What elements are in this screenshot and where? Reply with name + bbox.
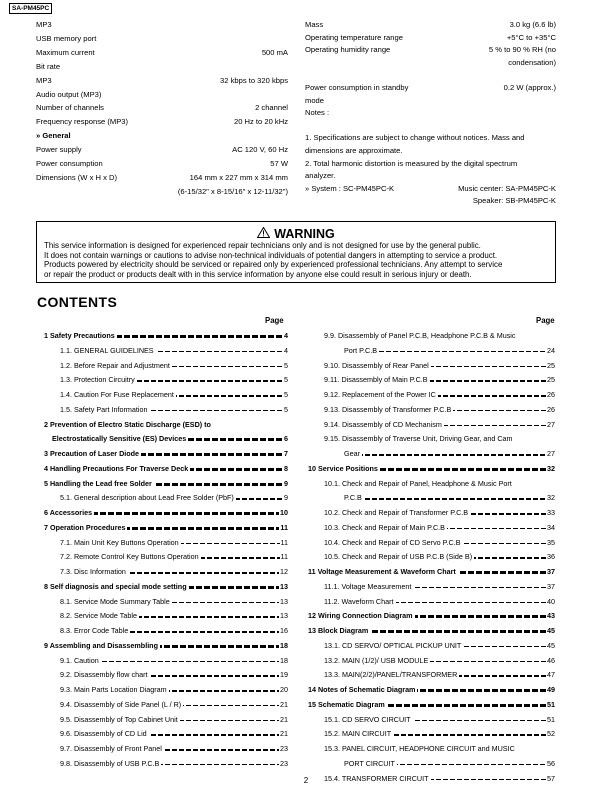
toc-page: 5 — [284, 360, 288, 370]
toc-page: 27 — [547, 419, 555, 429]
toc-page: 51 — [547, 699, 555, 709]
toc-page: 36 — [547, 552, 555, 562]
toc-page: 11 — [280, 552, 288, 562]
toc-title: 10.3. Check and Repair of Main P.C.B — [324, 522, 445, 532]
toc-title: 7.1. Main Unit Key Buttons Operation — [60, 537, 179, 547]
toc-title: PORT CIRCUIT — [344, 758, 395, 768]
page-number: 2 — [303, 776, 309, 785]
toc-entry[interactable] — [308, 715, 555, 725]
toc-title: 15.2. MAIN CIRCUIT — [324, 729, 392, 739]
spec-value: 500 mA — [261, 47, 288, 57]
toc-page: 35 — [547, 537, 555, 547]
toc-page: 13 — [280, 611, 288, 621]
spec-label: Power consumption — [36, 159, 103, 168]
warning-box — [36, 221, 556, 283]
toc-title: 9.13. Disassembly of Transformer P.C.B — [324, 404, 452, 414]
toc-title: 13.2. MAIN (1/2)/ USB MODULE — [324, 655, 429, 665]
spec-label: Notes : — [305, 108, 330, 118]
spec-label: Power consumption in standby — [305, 83, 409, 92]
toc-page: 45 — [547, 626, 555, 635]
toc-entry[interactable] — [308, 597, 555, 607]
toc-page: 40 — [547, 596, 555, 606]
spec-label: Operating humidity range — [305, 45, 391, 55]
spec-value: 164 mm x 227 mm x 314 mm — [189, 172, 288, 182]
toc-title: 10.5. Check and Repair of USB P.C.B (Side B) — [324, 552, 473, 562]
toc-entry[interactable] — [44, 493, 288, 503]
toc-title: 15 Schematic Diagram — [308, 699, 385, 709]
spec-label: Audio output (MP3) — [36, 89, 102, 99]
toc-entry[interactable] — [308, 626, 555, 636]
toc-entry[interactable] — [44, 715, 288, 725]
toc-entry[interactable] — [44, 449, 288, 459]
toc-page: 21 — [280, 699, 288, 709]
toc-title: 5 Handling the Lead free Solder — [44, 478, 152, 488]
toc-entry[interactable] — [44, 700, 288, 710]
toc-entry[interactable] — [44, 390, 288, 400]
spec-label: Frequency response (MP3) — [36, 117, 129, 127]
toc-entry[interactable] — [308, 729, 555, 739]
toc-title: 13 Block Diagram — [308, 626, 369, 635]
toc-entry[interactable] — [44, 508, 288, 518]
toc-title: 7.2. Remote Control Key Buttons Operation — [60, 552, 199, 562]
toc-page: 11 — [280, 522, 288, 532]
toc-page: 13 — [280, 581, 288, 591]
toc-page: 32 — [547, 493, 555, 503]
toc-page: 51 — [547, 714, 555, 724]
warning-title-text: WARNING — [274, 227, 335, 241]
toc-title: 9.12. Replacement of the Power IC — [324, 390, 436, 399]
spec-label: analyzer. — [305, 171, 336, 181]
toc-title: 9.15. Disassembly of Traverse Unit, Driving Gear, and Cam — [324, 434, 513, 444]
toc-entry[interactable] — [44, 375, 288, 385]
spec-value: Speaker: SB-PM45PC-K — [472, 196, 556, 206]
toc-entry[interactable] — [308, 464, 555, 474]
spec-label: 1. Specifications are subject to change without notices. Mass and — [305, 133, 525, 143]
toc-page: 57 — [547, 773, 555, 783]
toc-entry[interactable] — [308, 582, 555, 592]
toc-title: Gear — [344, 449, 360, 458]
spec-label: Maximum current — [36, 47, 95, 57]
spec-label: mode — [305, 95, 324, 105]
toc-page: 5 — [284, 375, 288, 385]
warning-line: Products powered by electricity should be serviced or repaired only by experienced professional technicians. Any attempt to service — [44, 260, 503, 270]
toc-title: 1.3. Protection Circuitry — [60, 375, 135, 385]
toc-page: 18 — [280, 640, 288, 650]
toc-title: 3 Precaution of Laser Diode — [44, 449, 140, 458]
toc-title: 13.3. MAIN(2/2)/PANEL/TRANSFORMER — [324, 670, 458, 680]
page-header-left: Page — [265, 316, 284, 325]
toc-entry[interactable] — [44, 405, 288, 415]
toc-page: 18 — [280, 655, 288, 665]
toc-title: 8 Self diagnosis and special mode setting — [44, 581, 187, 591]
toc-page: 26 — [547, 390, 555, 399]
spec-value: condensation) — [508, 57, 556, 67]
toc-entry[interactable] — [308, 538, 555, 548]
toc-entry[interactable] — [308, 508, 555, 518]
toc-page: 43 — [547, 611, 555, 621]
spec-label: USB memory port — [36, 33, 97, 43]
toc-title: 10 Service Positions — [308, 463, 378, 473]
toc-entry[interactable] — [44, 552, 288, 562]
toc-title: 10.2. Check and Repair of Transformer P.C.B — [324, 508, 469, 517]
spec-value: 2 channel — [255, 103, 288, 113]
toc-title: 13.1. CD SERVO/ OPTICAL PICKUP UNIT — [324, 640, 462, 650]
toc-title: 1 Safety Precautions — [44, 331, 115, 340]
spec-label: Bit rate — [36, 61, 61, 71]
toc-title: P.C.B — [344, 493, 362, 503]
toc-title: 9.7. Disassembly of Front Panel — [60, 744, 162, 753]
toc-page: 37 — [547, 567, 555, 576]
toc-title: 7 Operation Procedures — [44, 522, 126, 532]
toc-entry[interactable] — [44, 420, 288, 430]
spec-value: Music center: SA-PM45PC-K — [458, 183, 556, 193]
toc-entry[interactable] — [308, 656, 555, 666]
spec-label: MP3 — [36, 75, 52, 85]
toc-page: 45 — [547, 640, 555, 650]
warning-line: It does not contain warnings or cautions to advise non-technical individuals of potential dangers in attempting to service a product. — [44, 250, 498, 260]
spec-label: 2. Total harmonic distortion is measured by the digital spectrum — [305, 158, 518, 168]
warning-title — [37, 227, 555, 241]
toc-title: 4 Handling Precautions For Traverse Deck — [44, 463, 189, 473]
toc-page: 4 — [284, 331, 288, 340]
toc-page: 21 — [280, 714, 288, 724]
toc-title: 9.14. Disassembly of CD Mechanism — [324, 419, 442, 429]
toc-entry[interactable] — [44, 729, 288, 739]
spec-value: (6-15/32" x 8-15/16" x 12-11/32") — [177, 186, 288, 196]
page-header-right: Page — [536, 316, 555, 325]
toc-entry[interactable] — [308, 449, 555, 459]
toc-entry[interactable] — [308, 361, 555, 371]
toc-page: 13 — [280, 596, 288, 606]
toc-entry[interactable] — [308, 479, 555, 489]
toc-page: 46 — [547, 655, 555, 665]
toc-page: 24 — [547, 345, 555, 355]
warning-triangle-icon — [257, 227, 270, 241]
toc-entry[interactable] — [308, 331, 555, 341]
toc-page: 7 — [284, 449, 288, 458]
toc-title: 11.2. Waveform Chart — [324, 596, 394, 606]
toc-title: 1.2. Before Repair and Adjustment — [60, 360, 170, 370]
toc-entry[interactable] — [308, 744, 555, 754]
toc-title: 11 Voltage Measurement & Waveform Chart — [308, 567, 456, 576]
toc-page: 20 — [280, 685, 288, 694]
toc-entry[interactable] — [44, 744, 288, 754]
toc-title: 15.4. TRANSFORMER CIRCUIT — [324, 773, 429, 783]
toc-leader — [344, 454, 549, 456]
toc-entry[interactable] — [44, 361, 288, 371]
toc-entry[interactable] — [44, 464, 288, 474]
toc-title: 7.3. Disc Information — [60, 567, 126, 576]
toc-title: 12 Wiring Connection Diagram — [308, 611, 413, 621]
toc-page: 37 — [547, 581, 555, 591]
toc-title: 6 Accessories — [44, 508, 93, 517]
toc-title: 9.2. Disassembly flow chart — [60, 670, 148, 680]
toc-page: 5 — [284, 404, 288, 414]
toc-title: 2 Prevention of Electro Static Discharge (ESD) to — [44, 419, 211, 429]
toc-entry[interactable] — [308, 685, 555, 695]
spec-value: AC 120 V, 60 Hz — [232, 145, 288, 155]
toc-page: 25 — [547, 360, 555, 370]
toc-entry[interactable] — [44, 582, 288, 592]
contents-title: CONTENTS — [37, 294, 118, 310]
spec-value: 57 W — [270, 159, 288, 168]
toc-entry[interactable] — [308, 670, 555, 680]
spec-label: Power supply — [36, 145, 82, 155]
toc-entry[interactable] — [44, 538, 288, 548]
toc-page: 16 — [280, 626, 288, 635]
toc-title: 14 Notes of Schematic Diagram — [308, 685, 416, 694]
toc-page: 26 — [547, 404, 555, 414]
toc-title: 9.9. Disassembly of Panel P.C.B, Headphone P.C.B & Music — [324, 331, 516, 340]
spec-label: Operating temperature range — [305, 32, 403, 42]
toc-entry[interactable] — [44, 597, 288, 607]
toc-entry[interactable] — [308, 405, 555, 415]
toc-title: 1.4. Caution For Fuse Replacement — [60, 390, 174, 399]
toc-entry[interactable] — [308, 390, 555, 400]
toc-entry[interactable] — [308, 434, 555, 444]
toc-entry[interactable] — [308, 700, 555, 710]
toc-title: 1.1. GENERAL GUIDELINES — [60, 345, 154, 355]
toc-entry[interactable] — [308, 346, 555, 356]
spec-label: » General — [36, 131, 71, 141]
toc-page: 56 — [547, 758, 555, 768]
toc-page: 27 — [547, 449, 555, 458]
spec-value: 3.0 kg (6.6 lb) — [509, 20, 556, 29]
toc-page: 4 — [284, 345, 288, 355]
toc-entry[interactable] — [308, 375, 555, 385]
toc-page: 25 — [547, 375, 555, 385]
toc-title: 9.5. Disassembly of Top Cabinet Unit — [60, 714, 178, 724]
toc-page: 34 — [547, 522, 555, 532]
toc-leader — [344, 498, 549, 500]
toc-entry[interactable] — [44, 434, 288, 444]
toc-page: 5 — [284, 390, 288, 399]
toc-title: 8.2. Service Mode Table — [60, 611, 137, 621]
spec-label: Mass — [305, 20, 324, 29]
toc-entry[interactable] — [308, 759, 555, 769]
spec-value: 20 Hz to 20 kHz — [233, 117, 288, 127]
toc-title: 5.1. General description about Lead Free Solder (PbF) — [60, 493, 234, 503]
toc-title: 9.8. Disassembly of USB P.C.B — [60, 758, 160, 768]
toc-title: 9.6. Disassembly of CD Lid — [60, 729, 147, 739]
spec-value: +5°C to +35°C — [506, 32, 556, 42]
toc-title: 11.1. Voltage Measurement — [324, 581, 412, 591]
toc-entry[interactable] — [44, 641, 288, 651]
toc-title: 10.1. Check and Repair of Panel, Headphone & Music Port — [324, 478, 512, 488]
spec-value: 0.2 W (approx.) — [503, 83, 556, 92]
toc-page: 11 — [280, 537, 288, 547]
toc-title: 9.4. Disassembly of Side Panel (L / R) — [60, 699, 182, 709]
toc-page: 6 — [284, 434, 288, 444]
warning-line: This service information is designed for experienced repair technicians only and is not designed for use by the general public. — [44, 241, 481, 250]
toc-entry[interactable] — [308, 552, 555, 562]
spec-value: 5 % to 90 % RH (no — [488, 45, 556, 55]
toc-title: Port P.C.B — [344, 345, 378, 355]
warning-line: or repair the product or products dealt with in this service information by anyone else could result in serious injury or death. — [44, 269, 472, 279]
toc-entry[interactable] — [308, 611, 555, 621]
toc-title: 9 Assembling and Disassembling — [44, 640, 158, 650]
spec-value: 32 kbps to 320 kbps — [220, 75, 288, 85]
spec-label: » System : SC-PM45PC-K — [305, 183, 395, 193]
spec-label: MP3 — [36, 20, 52, 29]
spec-label: Dimensions (W x H x D) — [36, 172, 118, 182]
toc-entry[interactable] — [44, 685, 288, 695]
warning-body — [44, 241, 550, 279]
toc-title: 10.4. Check and Repair of CD Servo P.C.B — [324, 537, 461, 547]
toc-title: 9.3. Main Parts Location Diagram — [60, 685, 167, 694]
toc-page: 12 — [280, 567, 288, 576]
toc-title: 8.3. Error Code Table — [60, 626, 129, 635]
toc-page: 19 — [280, 670, 288, 680]
toc-entry[interactable] — [44, 759, 288, 769]
toc-entry[interactable] — [44, 626, 288, 636]
toc-entry[interactable] — [308, 523, 555, 533]
toc-title: 15.1. CD SERVO CIRCUIT — [324, 714, 411, 724]
toc-page: 32 — [547, 463, 555, 473]
toc-entry[interactable] — [44, 670, 288, 680]
toc-title: 8.1. Service Mode Summary Table — [60, 596, 170, 606]
toc-entry[interactable] — [308, 420, 555, 430]
toc-entry[interactable] — [44, 656, 288, 666]
toc-entry[interactable] — [44, 611, 288, 621]
toc-entry[interactable] — [44, 567, 288, 577]
toc-page: 23 — [280, 744, 288, 753]
toc-entry[interactable] — [308, 641, 555, 651]
toc-entry[interactable] — [44, 331, 288, 341]
toc-title: 15.3. PANEL CIRCUIT, HEADPHONE CIRCUIT and MUSIC — [324, 744, 515, 753]
toc-page: 52 — [547, 729, 555, 739]
toc-page: 10 — [280, 508, 288, 517]
model-tag: SA-PM45PC — [9, 3, 52, 14]
toc-page: 9 — [284, 478, 288, 488]
toc-entry[interactable] — [308, 493, 555, 503]
toc-page: 8 — [284, 463, 288, 473]
toc-page: 9 — [284, 493, 288, 503]
toc-title: 9.1. Caution — [60, 655, 99, 665]
toc-page: 49 — [547, 685, 555, 694]
toc-page: 21 — [280, 729, 288, 739]
toc-entry[interactable] — [44, 346, 288, 356]
spec-label: dimensions are approximate. — [305, 146, 403, 155]
spec-label: Number of channels — [36, 103, 104, 113]
toc-title: 1.5. Safety Part Information — [60, 404, 148, 414]
toc-page: 23 — [280, 758, 288, 768]
toc-entry[interactable] — [308, 567, 555, 577]
toc-entry[interactable] — [44, 523, 288, 533]
toc-page: 33 — [547, 508, 555, 517]
toc-title: 9.11. Disassembly of Main P.C.B — [324, 375, 428, 385]
toc-title: Electrostatically Sensitive (ES) Devices — [52, 434, 187, 444]
toc-entry[interactable] — [44, 479, 288, 489]
toc-title: 9.10. Disassembly of Rear Panel — [324, 360, 429, 370]
toc-page: 47 — [547, 670, 555, 680]
